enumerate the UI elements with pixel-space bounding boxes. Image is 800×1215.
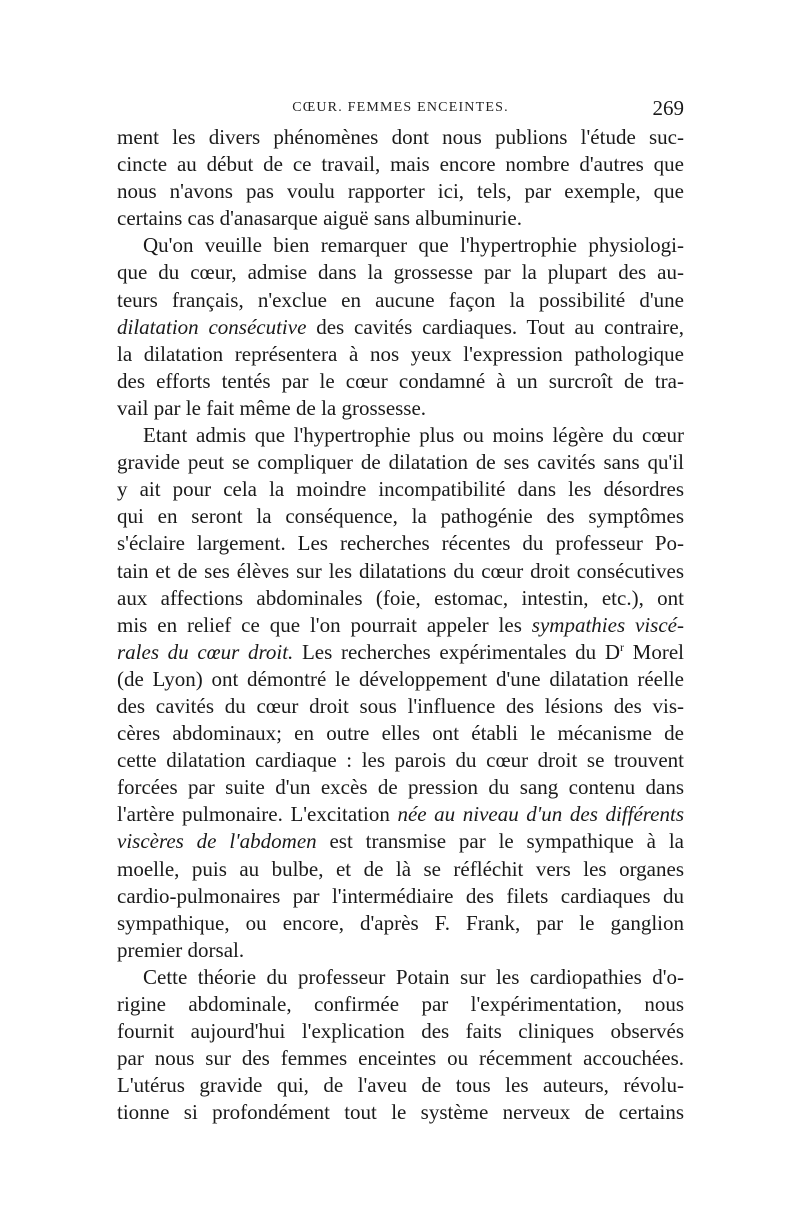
- text-line: (de Lyon) ont démontré le développement d'une dilatation réelle: [117, 666, 684, 691]
- text-line: fournit aujourd'hui l'explication des faits cliniques observés: [117, 1019, 684, 1044]
- running-head: [117, 96, 684, 122]
- text-line: Cette théorie du professeur Potain sur les cardiopathies d'o-: [143, 964, 684, 989]
- body-text: [117, 124, 684, 1126]
- text-line: nous n'avons pas voulu rapporter ici, tels, par exemple, que: [117, 179, 684, 204]
- text-line: cette dilatation cardiaque : les parois du cœur droit se trouvent: [117, 748, 684, 773]
- text-line: la dilatation représentera à nos yeux l'expression pathologique: [117, 341, 684, 366]
- text-line: cardio-pulmonaires par l'intermédiaire des filets cardiaques du: [117, 883, 684, 908]
- page-number: 269: [652, 96, 684, 120]
- text-line: aux affections abdominales (foie, estomac, intestin, etc.), ont: [117, 585, 684, 610]
- text-line: [117, 639, 684, 666]
- italic-phrase: viscères de l'abdomen: [117, 829, 317, 854]
- text-line: [117, 314, 684, 341]
- text-line: qui en seront la conséquence, la pathogénie des symptômes: [117, 504, 684, 529]
- text-line: par nous sur des femmes enceintes ou récemment accouchées.: [117, 1046, 684, 1071]
- text-line: [117, 612, 684, 639]
- text-run: mis en relief ce que l'on pourrait appeler les: [117, 612, 532, 637]
- text-line: tain et de ses élèves sur les dilatations du cœur droit consécutives: [117, 558, 684, 583]
- running-title: CŒUR. FEMMES ENCEINTES.: [292, 100, 509, 115]
- text-line: moelle, puis au bulbe, et de là se réfléchit vers les organes: [117, 856, 684, 881]
- italic-phrase: rales du cœur droit.: [117, 639, 294, 664]
- text-line: Etant admis que l'hypertrophie plus ou moins légère du cœur: [143, 423, 684, 448]
- text-run: est transmise par le sympathique à la: [316, 829, 684, 854]
- text-line: certains cas d'anasarque aiguë sans albuminurie.: [117, 206, 522, 231]
- text-line: forcées par suite d'un excès de pression du sang contenu dans: [117, 775, 684, 800]
- text-line: gravide peut se compliquer de dilatation de ses cavités sans qu'il: [117, 450, 684, 475]
- text-line: des cavités du cœur droit sous l'influence des lésions des vis-: [117, 693, 684, 718]
- text-line: cincte au début de ce travail, mais encore nombre d'autres que: [117, 152, 684, 177]
- text-line: vail par le fait même de la grossesse.: [117, 395, 427, 420]
- italic-phrase: sympathies viscé-: [531, 612, 684, 637]
- italic-phrase: dilatation consécutive: [117, 314, 307, 339]
- text-line: [117, 828, 684, 855]
- text-line: Qu'on veuille bien remarquer que l'hypertrophie physiologi-: [143, 233, 684, 258]
- superscript: r: [620, 639, 625, 654]
- text-line: cères abdominaux; en outre elles ont établi le mécanisme de: [117, 721, 684, 746]
- text-line: que du cœur, admise dans la grossesse par la plupart des au-: [117, 260, 684, 285]
- text-line: rigine abdominale, confirmée par l'expérimentation, nous: [117, 992, 684, 1016]
- text-line: des efforts tentés par le cœur condamné à un surcroît de tra-: [117, 368, 684, 393]
- text-run: des cavités cardiaques. Tout au contraire,: [306, 314, 684, 339]
- text-line: s'éclaire largement. Les recherches récentes du professeur Po-: [117, 531, 684, 556]
- text-line: ment les divers phénomènes dont nous publions l'étude suc-: [117, 125, 684, 149]
- text-line: premier dorsal.: [117, 937, 245, 962]
- text-line: sympathique, ou encore, d'après F. Frank, par le ganglion: [117, 910, 684, 935]
- text-line: L'utérus gravide qui, de l'aveu de tous les auteurs, révolu-: [117, 1073, 684, 1098]
- text-run: l'artère pulmonaire. L'excitation: [117, 802, 398, 827]
- text-run: Morel: [624, 639, 684, 664]
- text-run: Les recherches expérimentales du D: [293, 639, 621, 664]
- text-line: tionne si profondément tout le système nerveux de certains: [117, 1100, 684, 1125]
- text-line: [117, 801, 684, 828]
- text-line: teurs français, n'exclue en aucune façon la possibilité d'une: [117, 287, 684, 312]
- italic-phrase: née au niveau d'un des différents: [397, 802, 684, 827]
- text-line: y ait pour cela la moindre incompatibilité dans les désordres: [117, 477, 684, 502]
